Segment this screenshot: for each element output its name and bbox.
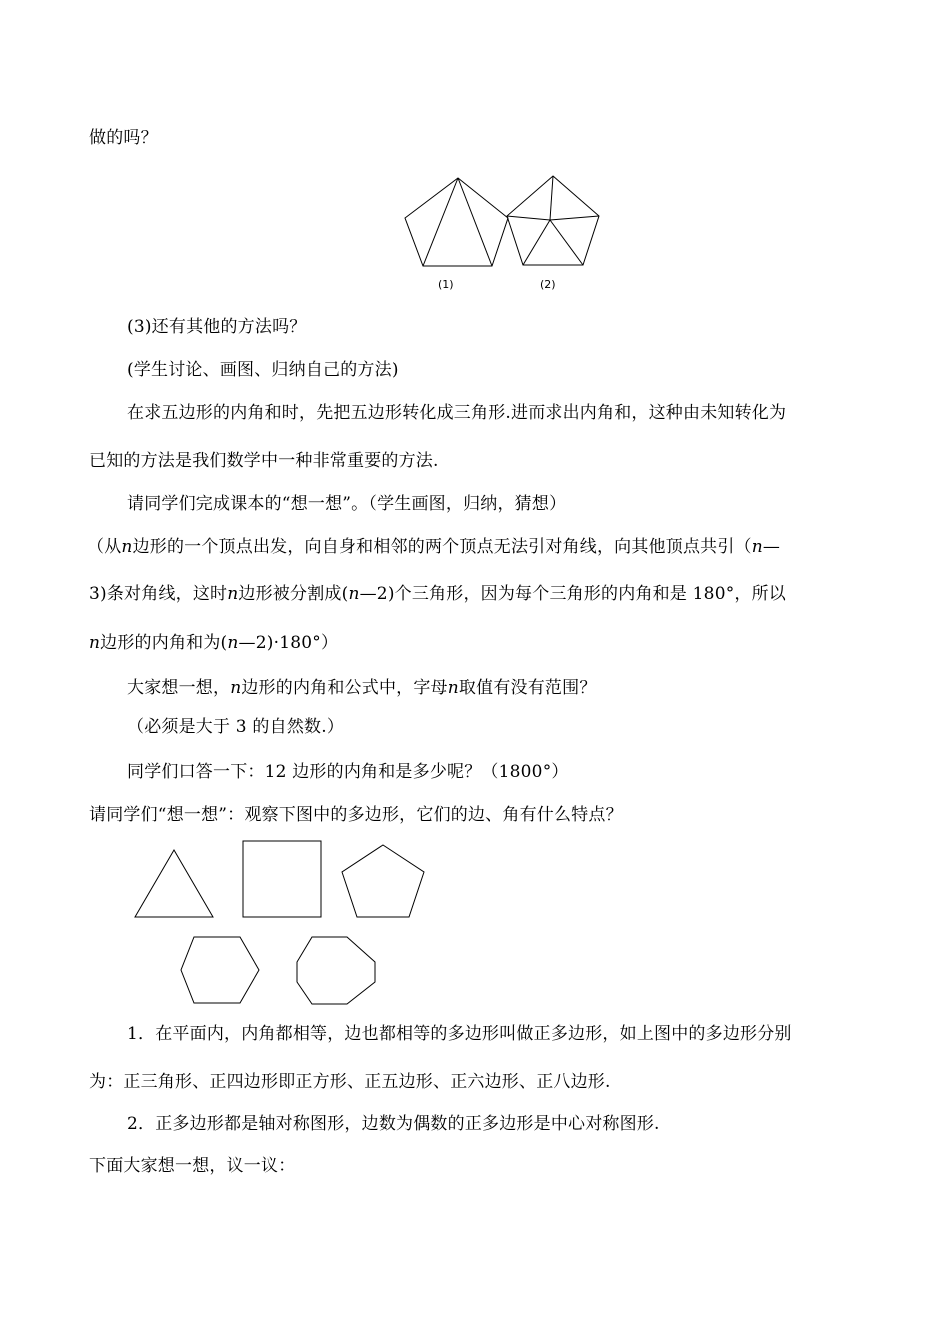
regular-hexagon-shape [181,937,259,1003]
text-line [127,677,597,699]
text-span: 取值有没有范围？ [458,678,597,698]
text-line: 2．正多边形都是轴对称图形，边数为偶数的正多边形是中心对称图形. [127,1114,660,1134]
text-line [89,632,338,654]
center-line [550,220,583,265]
text-line: 请同学们“想一想”：观察下图中的多边形，它们的边、角有什么特点？ [89,805,623,825]
pentagon-2-diagram [507,176,599,265]
variable-n: n [227,633,239,653]
variable-n: n [121,537,133,557]
text-span: —2)个三角形，因为每个三角形的内角和是 180°，所以 [359,584,787,604]
text-span: 边形的内角和公式中，字母 [241,678,448,698]
text-span: — [762,537,781,557]
text-line: 在求五边形的内角和时，先把五边形转化成三角形.进而求出内角和，这种由未知转化为 [127,403,787,423]
text-line: 1．在平面内，内角都相等，边也都相等的多边形叫做正多边形，如上图中的多边形分别 [127,1024,792,1044]
variable-n: n [227,584,239,604]
pentagon-outline [507,176,599,265]
center-line [507,216,550,220]
text-line: （必须是大于 3 的自然数.） [127,717,345,737]
regular-polygons-figure [128,835,388,1015]
text-line: 为：正三角形、正四边形即正方形、正五边形、正六边形、正八边形. [89,1072,611,1092]
text-span: （从 [87,537,122,557]
text-line [87,536,780,558]
center-line [550,176,553,220]
regular-octagon-shape [297,937,375,1004]
text-span: 边形的内角和为( [100,633,228,653]
text-span: —2)·180°） [238,633,339,653]
text-line [89,583,786,605]
text-line: 已知的方法是我们数学中一种非常重要的方法. [89,451,439,471]
variable-n: n [751,537,763,557]
figure-caption-2: (2) [540,278,556,291]
text-line: 下面大家想一想，议一议： [89,1156,296,1176]
text-line: 同学们口答一下：12 边形的内角和是多少呢？（1800°） [127,762,569,782]
text-span: 边形被分割成( [238,584,349,604]
center-line [550,216,599,220]
text-line: (3)还有其他的方法吗？ [127,317,307,337]
text-span: 边形的一个顶点出发，向自身和相邻的两个顶点无法引对角线，向其他顶点共引（ [132,537,752,557]
figure-caption-1: (1) [438,278,454,291]
text-line: (学生讨论、画图、归纳自己的方法) [127,360,399,380]
center-line [523,220,550,265]
pentagon-outline [405,178,508,266]
square-shape [243,841,321,917]
pentagon-1-diagram [405,178,508,266]
equilateral-triangle-shape [135,850,213,917]
text-span: 3)条对角线，这时 [89,584,228,604]
text-span: 大家想一想， [127,678,231,698]
regular-pentagon-shape [342,845,424,917]
variable-n: n [230,678,242,698]
variable-n: n [89,633,101,653]
text-line: 请同学们完成课本的“想一想”。（学生画图，归纳，猜想） [127,494,567,514]
pentagon-triangulation-figure [395,168,615,298]
variable-n: n [348,584,360,604]
variable-n: n [447,678,459,698]
text-line: 做的吗？ [89,128,158,148]
